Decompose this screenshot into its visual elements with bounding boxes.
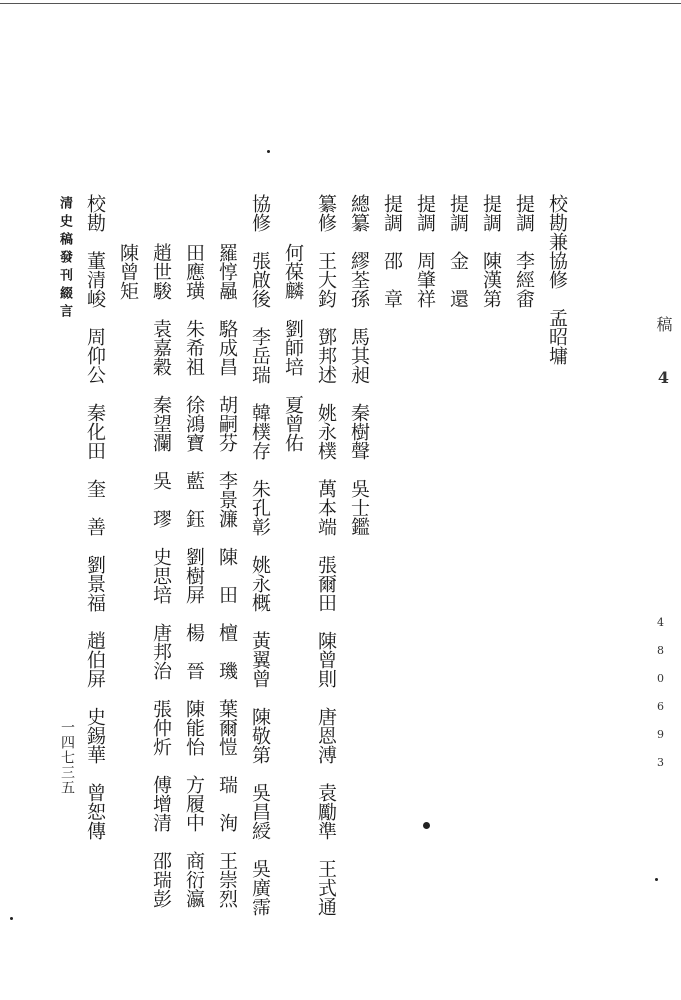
text-column-15: 校勘 董清峻 周仰公 秦化田 奎 善 劉景福 趙伯屏 史錫華 曾恕傳 [84, 194, 106, 840]
book-title-footer: 清史稿發刊綴言 [57, 196, 72, 322]
text-column-1: 校勘兼協修 孟昭墉 [546, 194, 568, 365]
text-column-7: 總纂 繆荃孫 馬其昶 秦樹聲 吳士鑑 [348, 194, 370, 536]
ink-dot [423, 822, 430, 829]
speck [655, 878, 658, 881]
text-column-2: 提調 李經畬 [513, 194, 535, 308]
text-column-6: 提調 邵 章 [381, 194, 403, 308]
margin-mark-top: 稿 [654, 316, 673, 332]
text-column-14: 陳曾矩 [117, 243, 139, 300]
text-column-11: 羅惇曧 駱成昌 胡嗣芬 李景濂 陳 田 檀 璣 葉爾愷 瑞 洵 王崇烈 [216, 243, 238, 908]
speck [267, 150, 270, 153]
text-column-12: 田應璜 朱希祖 徐鴻寶 藍 鈺 劉樹屏 楊 晉 陳能怡 方履中 商衍瀛 [183, 243, 205, 908]
text-column-3: 提調 陳漢第 [480, 194, 502, 308]
text-column-8: 纂修 王大鈞 鄧邦述 姚永樸 萬本端 張爾田 陳曾則 唐恩溥 袁勵準 王式通 [315, 194, 337, 916]
text-column-4: 提調 金 還 [447, 194, 469, 308]
text-column-10: 協修 張啟後 李岳瑞 韓樸存 朱孔彰 姚永概 黃翼曾 陳敬第 吳昌綬 吳廣霈 [249, 194, 271, 916]
text-column-13: 趙世駿 袁嘉穀 秦望瀾 吳 璆 史思培 唐邦治 張仲炘 傅增清 邵瑞彭 [150, 243, 172, 908]
speck [10, 917, 13, 920]
margin-mark-low: 4 8 0 6 9 3 [654, 616, 667, 770]
text-column-9: 何葆麟 劉師培 夏曾佑 [282, 243, 304, 452]
text-column-5: 提調 周肇祥 [414, 194, 436, 308]
margin-mark-mid: 4 [654, 368, 673, 387]
page-number: 一四七三五 [59, 720, 75, 795]
